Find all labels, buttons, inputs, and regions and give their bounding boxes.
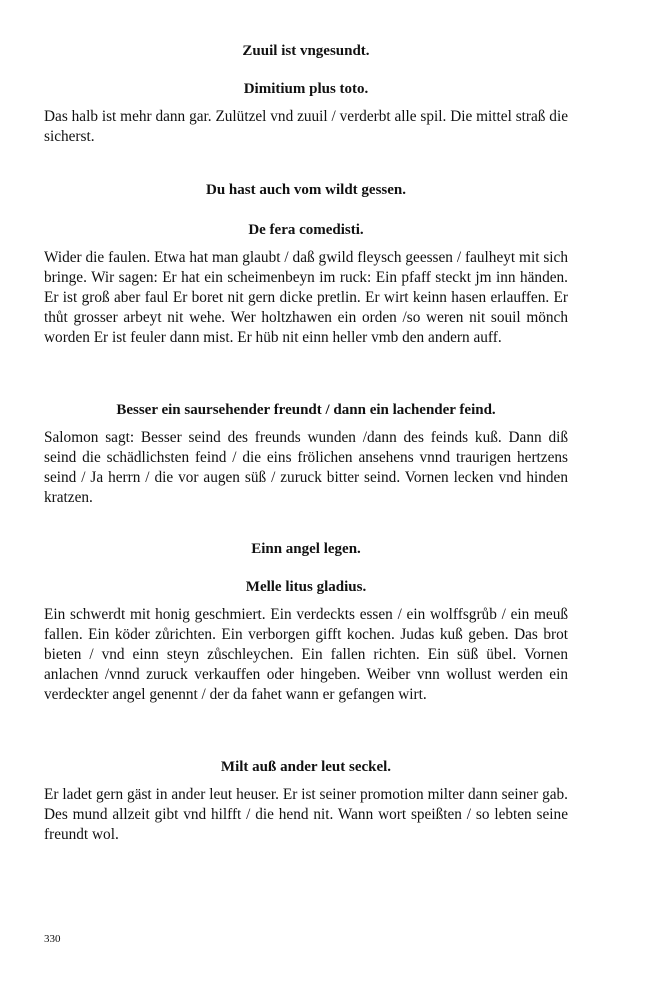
proverb-section bbox=[44, 180, 568, 348]
section-text: Das halb ist mehr dann gar. Zulützel vnd zuuil / verderbt alle spil. Die mittel straß die sicherst. bbox=[44, 108, 568, 145]
section-text: Er ladet gern gäst in ander leut heuser. Er ist seiner promotion milter dann seiner gab. Des mund allzeit gibt vnd hilfft / die hend nit. Wann wort speißten / so lebten seine freundt wol. bbox=[44, 786, 568, 843]
proverb-section bbox=[44, 41, 568, 147]
proverb-section bbox=[44, 539, 568, 705]
section-text: Salomon sagt: Besser seind des freunds wunden /dann des feinds kuß. Dann diß seind die schädlichsten feind / die eins frölichen ansehens vnnd traurigen hertzens seind / Ja herrn / die vor augen süß / zuruck bitter seind. Vornen lecken vnd hinden kratzen. bbox=[44, 429, 568, 506]
section-title: Besser ein saursehender freundt / dann ein lachender feind. bbox=[116, 402, 496, 418]
proverb-section bbox=[44, 400, 568, 508]
section-latin-title: De fera comedisti. bbox=[248, 222, 364, 238]
section-latin-title: Melle litus gladius. bbox=[245, 579, 367, 595]
section-title: Einn angel legen. bbox=[251, 541, 361, 557]
section-text: Wider die faulen. Etwa hat man glaubt / daß gwild fleysch geessen / faulheyt mit sich bringe. Wir sagen: Er hat ein scheimenbeyn im ruck: Ein pfaff steckt jm inn händen. Er ist groß aber faul Er boret nit gern dicke pretlin. Er wirt keinn hasen erlauffen. Er thůt grosser arbeyt nit wehe. Wer holtzhawen ein orden /so weren nit souil mönch worden Er ist feuler dann mist. Er hüb nit einn heller vmb den andern auff. bbox=[44, 249, 568, 346]
section-latin-title: Dimitium plus toto. bbox=[243, 81, 369, 97]
page-number: 330 bbox=[44, 933, 61, 945]
section-text: Ein schwerdt mit honig geschmiert. Ein verdeckts essen / ein wolffsgrůb / ein meuß fallen. Ein köder zůrichten. Ein verborgen gifft kochen. Judas kuß geben. Das brot bieten / vnd einn steyn zůschleychen. Ein fallen richten. Ein süß übel. Vornen anlachen /vnnd zuruck verkauffen oder hingeben. Weiber vnn wollust werden ein verdeckter angel genennt / der da fahet wann er gefangen wirt. bbox=[44, 606, 568, 703]
proverb-section bbox=[44, 757, 568, 845]
section-title: Zuuil ist vngesundt. bbox=[242, 43, 370, 59]
section-title: Milt auß ander leut seckel. bbox=[220, 759, 392, 775]
section-title: Du hast auch vom wildt gessen. bbox=[205, 182, 407, 198]
